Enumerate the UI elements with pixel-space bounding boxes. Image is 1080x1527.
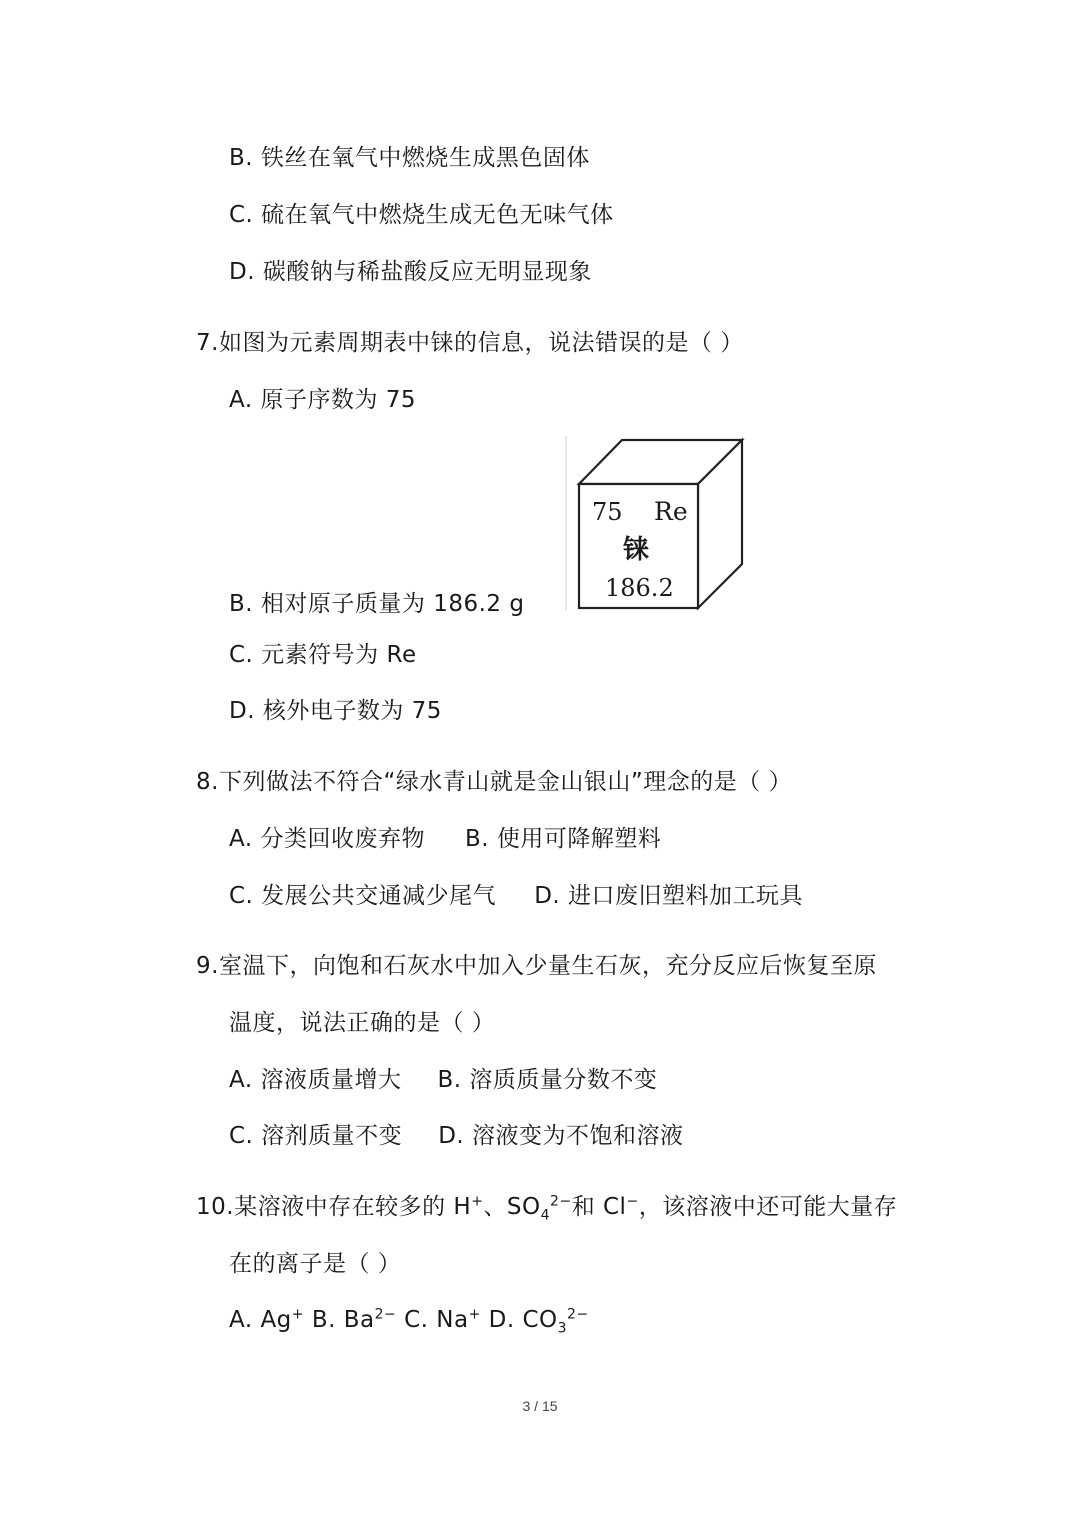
q10-stem-text-b: 、SO bbox=[483, 1194, 541, 1220]
q9-option-b: B. 溶质质量分数不变 bbox=[437, 1067, 658, 1093]
q8-option-d: D. 进口废旧塑料加工玩具 bbox=[534, 883, 804, 909]
q8-option-a: A. 分类回收废弃物 bbox=[229, 826, 425, 852]
q8-option-b: B. 使用可降解塑料 bbox=[464, 826, 662, 852]
q9-options-row2 bbox=[229, 1121, 684, 1151]
q10-stem-text-a: 10.某溶液中存在较多的 H bbox=[196, 1194, 472, 1220]
q8-option-c: C. 发展公共交通减少尾气 bbox=[229, 883, 497, 909]
q6-option-c: C. 硫在氧气中燃烧生成无色无味气体 bbox=[229, 202, 614, 228]
q7-option-c: C. 元素符号为 Re bbox=[229, 642, 417, 668]
cell-atomic-number: 75 bbox=[592, 498, 623, 526]
q10-option-d: D. CO bbox=[480, 1307, 558, 1333]
q9-option-c: C. 溶剂质量不变 bbox=[229, 1123, 403, 1149]
h-ion-charge: + bbox=[471, 1193, 484, 1210]
cell-element-name: 铼 bbox=[623, 535, 650, 565]
q9-options-row1 bbox=[229, 1065, 657, 1095]
q9-stem-line1: 9.室温下，向饱和石灰水中加入少量生石灰，充分反应后恢复至原 bbox=[196, 953, 877, 979]
q8-options-row2 bbox=[229, 881, 803, 911]
q8-stem: 8.下列做法不符合“绿水青山就是金山银山”理念的是（ ） bbox=[196, 769, 793, 795]
sulfate-charge: 2− bbox=[550, 1193, 572, 1210]
q9-option-a: A. 溶液质量增大 bbox=[229, 1067, 402, 1093]
q10-option-c: C. Na bbox=[396, 1307, 469, 1333]
sulfate-subscript: 4 bbox=[540, 1207, 551, 1224]
q10-option-a: A. Ag bbox=[229, 1307, 292, 1333]
q9-option-d: D. 溶液变为不饱和溶液 bbox=[438, 1123, 684, 1149]
q7-option-d: D. 核外电子数为 75 bbox=[229, 698, 442, 724]
chloride-charge: − bbox=[626, 1193, 639, 1210]
q6-option-b: B. 铁丝在氧气中燃烧生成黑色固体 bbox=[229, 145, 590, 171]
q9-stem-line2: 温度，说法正确的是（ ） bbox=[229, 1010, 496, 1036]
q7-option-b: B. 相对原子质量为 186.2 g bbox=[229, 591, 525, 617]
q10-option-b: B. Ba bbox=[304, 1307, 375, 1333]
carbonate-subscript: 3 bbox=[557, 1320, 568, 1337]
carbonate-charge: 2− bbox=[567, 1306, 589, 1323]
q8-options-row1 bbox=[229, 824, 661, 854]
q6-option-d: D. 碳酸钠与稀盐酸反应无明显现象 bbox=[229, 259, 592, 285]
page-number: 3 / 15 bbox=[522, 1398, 558, 1414]
q10-stem-line2: 在的离子是（ ） bbox=[229, 1251, 402, 1277]
q7-stem: 7.如图为元素周期表中铼的信息，说法错误的是（ ） bbox=[196, 330, 744, 356]
q7-option-a: A. 原子序数为 75 bbox=[229, 387, 417, 413]
na-ion-charge: + bbox=[468, 1306, 481, 1323]
rhenium-periodic-cell-figure bbox=[562, 432, 748, 614]
ag-ion-charge: + bbox=[291, 1306, 305, 1323]
q10-options bbox=[229, 1305, 589, 1335]
q10-stem-text-c: 和 Cl bbox=[571, 1194, 627, 1220]
cell-atomic-mass: 186.2 bbox=[605, 574, 674, 602]
q10-stem-line1 bbox=[196, 1192, 897, 1222]
q10-stem-text-d: ，该溶液中还可能大量存 bbox=[638, 1194, 898, 1220]
ba-ion-charge: 2− bbox=[374, 1306, 397, 1323]
cell-element-symbol: Re bbox=[654, 497, 688, 526]
